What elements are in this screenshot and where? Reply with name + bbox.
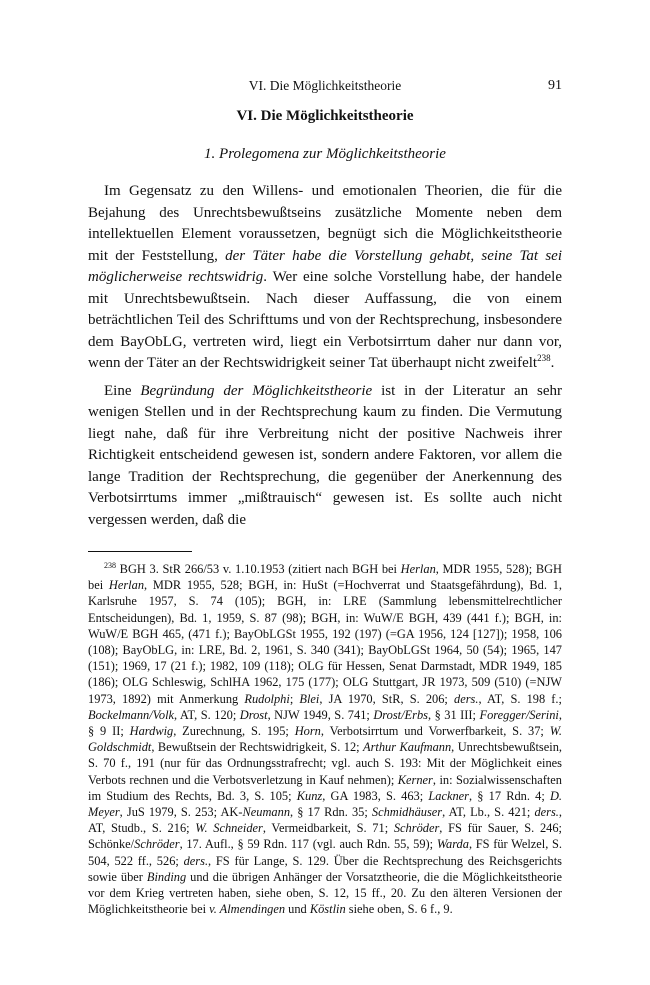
text-run: , FS für Lange, S. 129. Über die Rechtsprechung des Reichsgerichts sowie über <box>88 853 562 884</box>
text-run: , GA 1983, S. 463; <box>322 788 429 803</box>
text-run: , FS für Sauer, S. 246; Schönke/ <box>88 821 563 852</box>
text-run: ; <box>289 691 300 706</box>
author-name: v. Almendingen <box>209 902 286 917</box>
author-name: Binding <box>146 869 187 884</box>
author-name: Drost/Erbs <box>373 707 428 722</box>
book-page <box>88 78 562 917</box>
author-name: Kerner <box>397 772 433 787</box>
author-name: Foregger/Serini <box>479 707 559 722</box>
author-name: Schröder <box>393 821 440 836</box>
author-name: Hardwig <box>129 724 174 739</box>
text-run: , AT, Studb., S. 216; <box>88 805 562 836</box>
text-run: , § 9 II; <box>88 707 562 739</box>
text-run: , Unrechtsbewußtsein, S. 70 f., 191 (nur für das Ordnungsstrafrecht; vgl. auch S. 193: Mit der Möglichkeit eines Verbots rechnen und die Verbotsverletzung in Kauf nehmen); <box>88 740 562 787</box>
text-run: , MDR 1955, 528; BGH, in: HuSt (=Hochverrat und Staatsgefährdung), Bd. 1, Karlsruhe 1957, S. 74 (105); BGH, in: LRE (Sammlung lebensmittelrechtlicher Entscheidungen), Bd. 1, 1959, S. 87 (98); BGH, in: WuW/E BGH, 439 (441 f.); BGH, in: WuW/E BGH 465, (471 f.); BayObLGSt 1955, 192 (197) (=GA 1956, 124 [127]); 1958, 106 (108); BayObLG, in: LRE, Bd. 2, 1961, S. 340 (341); BayObLGSt 1964, 50 (54); 1965, 147 (151); 1969, 17 (21 f.); 1982, 109 (118); OLG für Hessen, Senat Darmstadt, MDR 1949, 185 (186); OLG Schleswig, SchlHA 1962, 175 (177); OLG Stuttgart, JR 1973, 509 (510) (=NJW 1973, 1892) mit Anmerkung <box>88 578 562 706</box>
author-name: Schröder <box>134 837 180 852</box>
body-text <box>88 181 562 531</box>
author-name: W. Schneider <box>195 821 263 836</box>
text-run: Im Gegensatz zu den Willens- und emotionalen Theorien, die für die Bejahung des Unrechtsbewußtseins zusätzliche Momente neben dem intellektuellen Element voraussetzen, begnügt sich die Möglichkeitstheorie mit der Feststellung, <box>88 183 562 264</box>
text-run: , Vermeidbarkeit, S. 71; <box>262 821 394 836</box>
emphasis: Begründung der Möglichkeitstheorie <box>140 382 373 399</box>
footnote-reference: 238 <box>537 353 551 363</box>
text-run: BGH 3. StR 266/53 v. 1.10.1953 (zitiert nach BGH bei <box>116 562 401 576</box>
text-run: , AT, S. 198 f.; <box>478 691 562 706</box>
footnotes <box>88 561 562 917</box>
author-name: ders. <box>183 853 209 868</box>
author-name: ders. <box>454 691 479 706</box>
text-run: Eine <box>104 382 141 399</box>
text-run: , § 31 III; <box>427 707 480 722</box>
text-run: und die übrigen Anhänger der Vorsatztheorie, die die Möglichkeitstheorie vor dem Krieg vertreten haben, siehe oben, S. 12, 15 ff., 20. Zu den älteren Versionen der Möglichkeitstheorie bei <box>88 869 562 917</box>
running-header <box>88 78 562 100</box>
text-run: , AT, Lb., S. 421; <box>442 805 535 820</box>
author-name: Warda <box>436 837 469 852</box>
page-number: 91 <box>548 78 562 93</box>
text-run: , MDR 1955, 528); BGH bei <box>88 562 562 593</box>
author-name: Schmidhäuser <box>371 805 443 820</box>
author-name: Kunz <box>296 788 323 803</box>
author-name: Herlan <box>108 578 145 593</box>
text-run: . Wer eine solche Vorstellung habe, der handele mit Unrechtsbewußtsein. Nach dieser Auffassung, die von einem beträchtlichen Teil des Schrifttums und von der Rechtsprechung, insbesondere dem BayObLG, vertreten wird, liegt ein Verbotsirrtum daher nur dann vor, wenn der Täter an der Rechtswidrigkeit seiner Tat überhaupt nicht zweifelt <box>88 269 562 371</box>
footnote-238 <box>88 561 562 917</box>
text-run: , NJW 1949, S. 741; <box>267 707 374 722</box>
text-run: , § 17 Rdn. 35; <box>290 805 372 820</box>
author-name: D. Meyer <box>88 788 562 820</box>
text-run: . <box>550 355 555 371</box>
author-name: Blei <box>299 691 320 706</box>
text-run: , Zurechnung, S. 195; <box>173 724 295 739</box>
text-run: , in: Sozialwissenschaften im Studium des Rechts, Bd. 3, S. 105; <box>88 772 562 803</box>
text-run: , FS für Welzel, S. 504, 522 ff., 526; <box>88 837 563 868</box>
text-run: ist in der Literatur an sehr wenigen Stellen und in der Rechtsprechung kaum zu finden. Die Vermutung liegt nahe, daß für ihre Verbreitung nicht der positive Nachweis ihrer Richtigkeit entscheidend gewesen ist, sondern andere Faktoren, vor allem die lange Tradition der Rechtsprechung, die gegenüber der Anerkennung des Verbotsirrtums immer „mißtrauisch“ gewesen ist. Es sollte auch nicht vergessen werden, daß die <box>88 382 562 528</box>
author-name: Köstlin <box>309 902 346 917</box>
footnote-number: 238 <box>104 560 116 570</box>
footnote-separator <box>88 551 192 552</box>
text-run: , JA 1970, StR, S. 206; <box>319 691 454 706</box>
text-run: , JuS 1979, S. 253; AK- <box>119 805 243 820</box>
subsection-title: 1. Prolegomena zur Möglichkeitstheorie <box>204 146 446 162</box>
section-title: VI. Die Möglichkeitstheorie <box>236 108 414 124</box>
author-name: Arthur Kaufmann <box>363 740 452 755</box>
text-run: siehe oben, S. 6 f., 9. <box>345 902 453 917</box>
paragraph <box>88 381 562 532</box>
author-name: Neumann <box>242 805 291 820</box>
author-name: Horn <box>294 724 321 739</box>
text-run: und <box>285 902 310 917</box>
paragraph <box>88 181 562 375</box>
text-run: , AT, S. 120; <box>174 707 240 722</box>
author-name: Rudolphi <box>244 691 290 706</box>
text-run: , 17. Aufl., § 59 Rdn. 117 (vgl. auch Rdn. 55, 59); <box>179 837 437 852</box>
author-name: Bockelmann/Volk <box>88 707 175 722</box>
author-name: W. Goldschmidt <box>88 724 562 755</box>
author-name: ders. <box>534 805 559 820</box>
author-name: Herlan <box>400 562 436 576</box>
text-run: , § 17 Rdn. 4; <box>468 788 550 803</box>
text-run: , Verbotsirrtum und Vorwerfbarkeit, S. 37; <box>320 724 550 739</box>
author-name: Drost <box>239 707 268 722</box>
running-title: VI. Die Möglichkeitstheorie <box>248 78 402 93</box>
author-name: Lackner <box>428 788 469 803</box>
text-run: , Bewußtsein der Rechtswidrigkeit, S. 12; <box>151 740 364 755</box>
emphasis: der Täter habe die Vorstellung gehabt, seine Tat sei möglicherweise rechtswidrig <box>88 247 562 285</box>
